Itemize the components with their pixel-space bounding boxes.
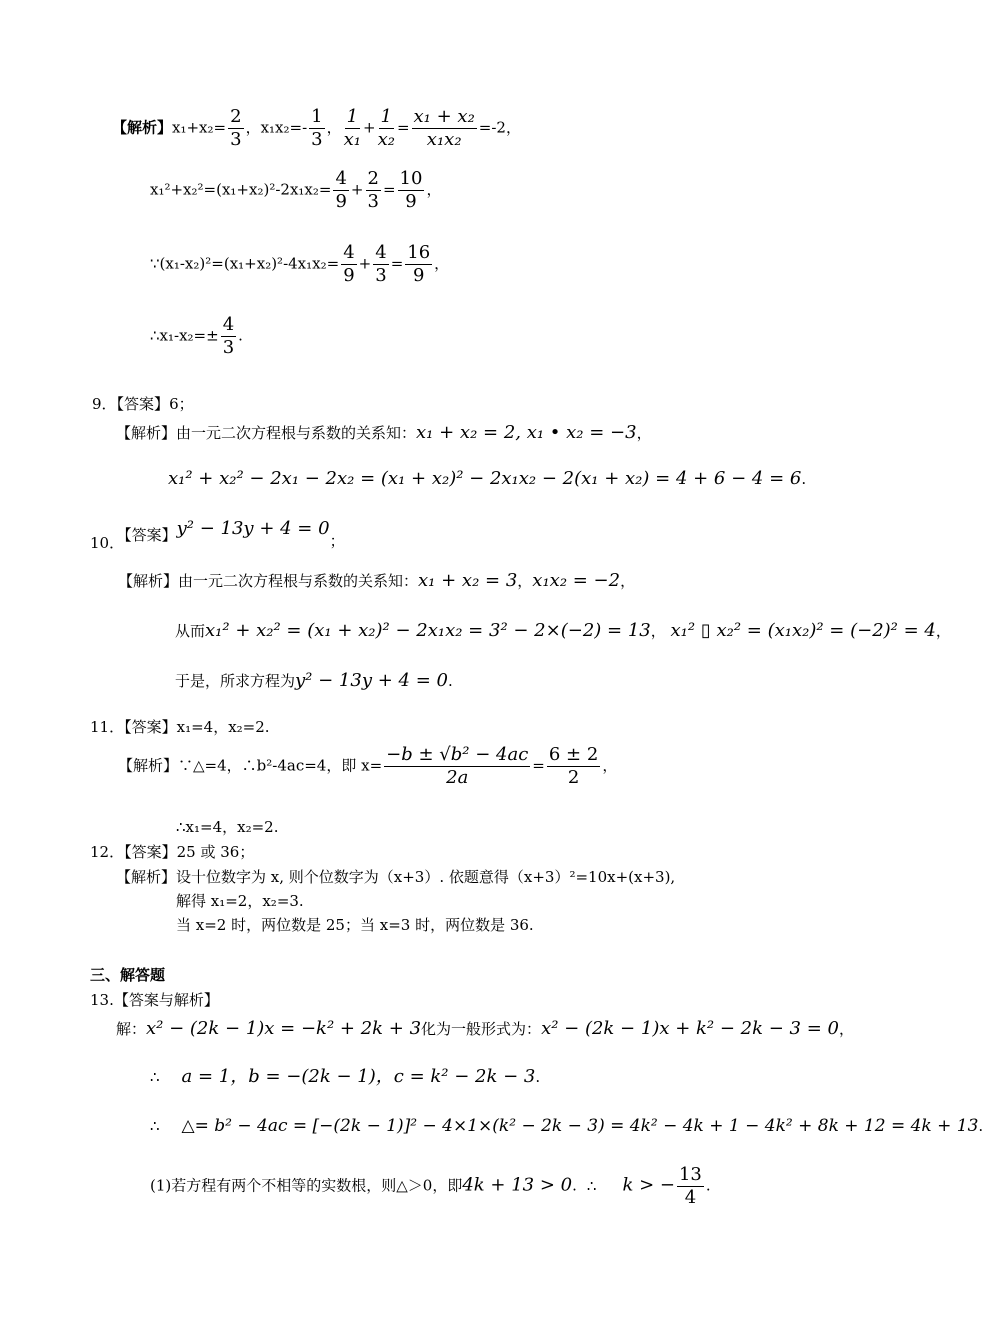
answer-label: 【答案】 (124, 843, 177, 861)
question-number: 12． (90, 843, 125, 861)
answer-value: 6； (169, 395, 194, 413)
q11-analysis: 【解析】∵△=4，∴b²-4ac=4，即 x= $\frac{\text{−b ± √b² − 4ac}}{2a}$ = $\frac{6 \pm 2}{2}$ ， (118, 744, 618, 788)
fraction: $\frac{10}{9}$ (399, 168, 423, 212)
q13-equation: 解：x² − (2k − 1)x = −k² + 2k + 3化为一般形式为：x² − (2k − 1)x + k² − 2k − 3 = 0， (116, 1018, 854, 1039)
answer-value: 25 或 36； (176, 843, 255, 861)
answer-label: 【答案】 (124, 526, 177, 544)
formula: x₁ + x₂ = 3 (418, 570, 518, 591)
q12-analysis: 【解析】设十位数字为 x, 则个位数字为（x+3）. 依题意得（x+3）²=10x+(x+3), (116, 868, 676, 886)
fraction: $\frac{\text{x₁ + x₂}}{\text{x₁x₂}}$ (413, 106, 475, 150)
q10-calculation: 从而x₁² + x₂² = (x₁ + x₂)² − 2x₁x₂ = 3² − 2×(−2) = 13， x₁² ▯ x₂² = (x₁x₂)² = (−2)² = 4， (175, 620, 951, 641)
section-title: 三、解答题 (90, 966, 166, 984)
analysis-label: 【解析】 (112, 118, 173, 137)
q10-answer: 10．【答案】y² − 13y + 4 = 0； (90, 518, 345, 552)
formula: x² − (2k − 1)x = −k² + 2k + 3 (146, 1018, 422, 1039)
formula: x₁² ▯ x₂² = (x₁x₂)² = (−2)² = 4 (670, 620, 936, 641)
fraction: $\frac{1}{\text{x₁}}$ (343, 106, 361, 150)
fraction: $\frac{4}{3}$ (375, 242, 387, 286)
fraction: $\frac{2}{3}$ (367, 168, 379, 212)
q10-conclusion: 于是，所求方程为y² − 13y + 4 = 0. (175, 670, 453, 691)
analysis-label: 【解析】 (116, 424, 177, 442)
formula: k > − (622, 1174, 675, 1196)
q13-discriminant: ∴ △= b² − 4ac = [−(2k − 1)]² − 4×1×(k² − 2k − 3) = 4k² − 4k + 1 − 4k² + 8k + 12 = 4k + 13. (150, 1116, 983, 1136)
q11-result: ∴x₁=4，x₂=2. (176, 818, 279, 836)
answer-value: x₁=4，x₂=2. (176, 718, 270, 736)
question-number: 9． (92, 395, 117, 413)
formula: x² − (2k − 1)x + k² − 2k − 3 = 0 (541, 1018, 839, 1039)
answer-label: 【答案】 (116, 395, 170, 413)
fraction: $\frac{1}{\text{x₂}}$ (377, 106, 395, 150)
formula: x₁ + x₂ = 2, x₁ • x₂ = −3 (416, 422, 637, 443)
q8-analysis-line3: ∵(x₁-x₂)²=(x₁+x₂)²-4x₁x₂= $\frac{4}{9}$ + $\frac{4}{3}$ = $\frac{16}{9}$ ， (150, 242, 450, 286)
q9-answer (92, 397, 194, 412)
fraction: $\frac{6 \pm 2}{2}$ (548, 744, 599, 788)
formula: y² − 13y + 4 = 0 (176, 518, 330, 539)
sum-text: x₁+x₂= (172, 118, 227, 137)
formula: x₁² + x₂² − 2x₁ − 2x₂ = (x₁ + x₂)² − 2x₁x₂ − 2(x₁ + x₂) = 4 + 6 − 4 = 6 (168, 468, 802, 489)
quadratic-formula: $\frac{\text{−b ± √b² − 4ac}}{2a}$ (386, 744, 529, 788)
q13-coefficients: ∴ a = 1，b = −(2k − 1)，c = k² − 2k − 3. (150, 1066, 541, 1087)
analysis-label: 【解析】 (116, 868, 177, 886)
formula: x₁² + x₂² = (x₁ + x₂)² − 2x₁x₂ = 3² − 2×(−2) = 13 (205, 620, 651, 641)
fraction: $\frac{4}{9}$ (335, 168, 347, 212)
fraction: $\frac{4}{9}$ (343, 242, 355, 286)
question-number: 10． (90, 534, 125, 552)
formula: y² − 13y + 4 = 0 (295, 670, 448, 691)
question-number: 11． (90, 718, 125, 736)
q9-calculation: x₁² + x₂² − 2x₁ − 2x₂ = (x₁ + x₂)² − 2x₁x₂ − 2(x₁ + x₂) = 4 + 6 − 4 = 6. (168, 468, 807, 489)
formula: a = 1，b = −(2k − 1)，c = k² − 2k − 3 (181, 1066, 536, 1087)
analysis-label: 【解析】 (118, 756, 179, 775)
fraction: $\frac{1}{3}$ (311, 106, 323, 150)
fraction: $\frac{4}{3}$ (222, 314, 235, 358)
q12-line3: 当 x=2 时，两位数是 25；当 x=3 时，两位数是 36. (176, 916, 534, 934)
product-text: ，x₁x₂=- (245, 118, 308, 137)
answer-label: 【答案】 (124, 718, 177, 736)
formula: x₁x₂ = −2 (532, 570, 621, 591)
fraction: $\frac{2}{3}$ (230, 106, 242, 150)
q9-analysis: 【解析】由一元二次方程根与系数的关系知：x₁ + x₂ = 2, x₁ • x₂ = −3， (116, 422, 652, 443)
analysis-label: 【解析】 (118, 572, 179, 590)
q12-answer (90, 845, 254, 860)
q12-line2: 解得 x₁=2，x₂=3. (176, 892, 304, 910)
q10-analysis: 【解析】由一元二次方程根与系数的关系知：x₁ + x₂ = 3，x₁x₂ = −2， (118, 570, 636, 591)
q8-analysis-line4: ∴x₁-x₂=± $\frac{4}{3}$ . (150, 314, 243, 358)
q13-part1: (1)若方程有两个不相等的实数根，则△＞0，即4k + 13 > 0. ∴ k > − $\frac{13}{4}$ . (150, 1164, 711, 1208)
q8-analysis-line2: x₁²+x₂²=(x₁+x₂)²-2x₁x₂= $\frac{4}{9}$ + $\frac{2}{3}$ = $\frac{10}{9}$ ， (150, 168, 442, 212)
q13-header: 13.【答案与解析】 (90, 991, 219, 1009)
formula: 4k + 13 > 0 (462, 1174, 573, 1196)
q8-analysis-line1: 【解析】x₁+x₂= $\frac{2}{3}$ ，x₁x₂=- $\frac{1}{3}$ ， $\frac{1}{\text{x₁}}$ + $\frac{1}{\text{x₂}}$ = $\frac{\text{x₁ + x₂}}{\text{x₁x₂}}$ =-2， (112, 106, 521, 150)
formula: △= b² − 4ac = [−(2k − 1)]² − 4×1×(k² − 2k − 3) = 4k² − 4k + 1 − 4k² + 8k + 12 = 4k + 13 (181, 1116, 979, 1136)
q11-answer (90, 720, 270, 735)
fraction: $\frac{16}{9}$ (407, 242, 431, 286)
fraction: $\frac{13}{4}$ (678, 1164, 702, 1208)
